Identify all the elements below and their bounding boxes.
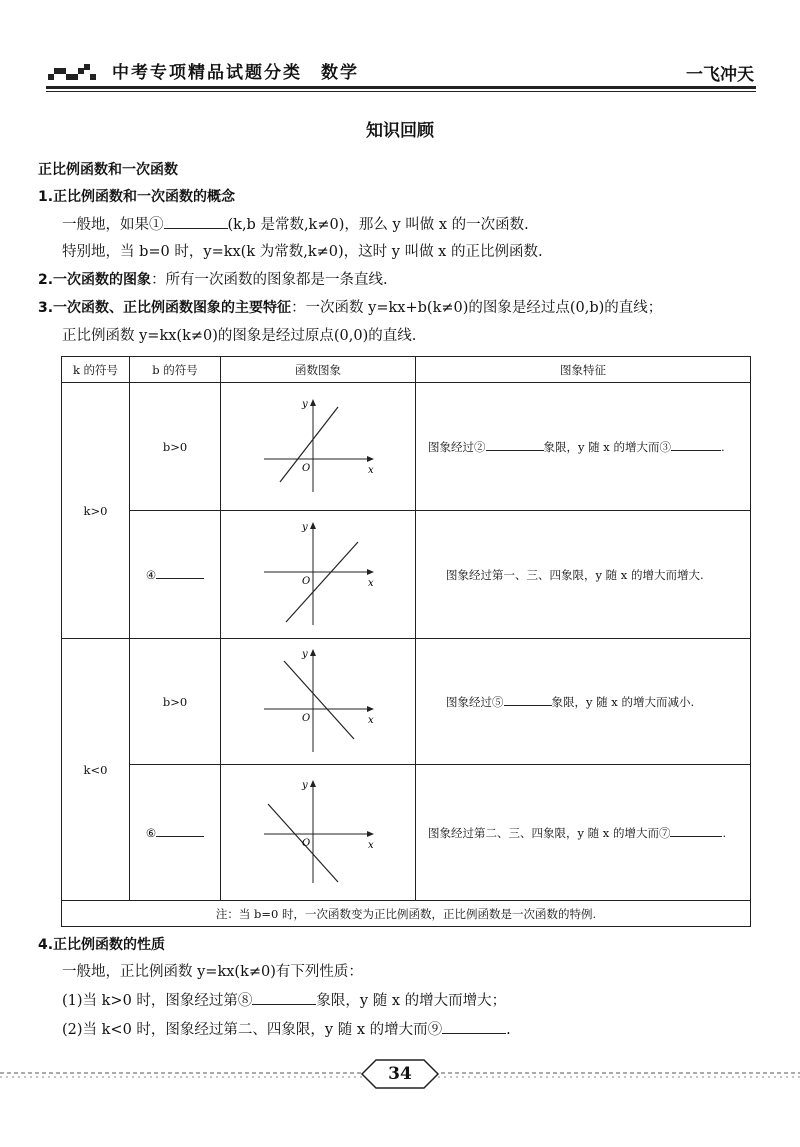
blank-7[interactable] xyxy=(670,825,722,837)
origin-label: O xyxy=(302,837,311,849)
item4-p1-pre: (1)当 k>0 时，图象经过第⑧ xyxy=(62,993,253,1009)
feature-row4-post: . xyxy=(722,825,727,840)
k-positive-cell: k>0 xyxy=(62,383,130,639)
item1-heading: 1.正比例函数和一次函数的概念 xyxy=(38,189,236,205)
feature-row1-mid: 象限，y 随 x 的增大而③ xyxy=(543,439,671,454)
item4-p2-pre: (2)当 k<0 时，图象经过第二、四象限，y 随 x 的增大而⑨ xyxy=(62,1022,443,1038)
origin-label: O xyxy=(302,462,311,474)
blank-9[interactable] xyxy=(442,1019,506,1034)
blank-6[interactable] xyxy=(156,825,204,837)
item3-heading: 3.一次函数、正比例函数图象的主要特征 xyxy=(38,300,292,316)
blank-4-label: ④ xyxy=(145,568,157,582)
graph-row4 xyxy=(221,765,416,901)
blank-1[interactable] xyxy=(164,214,228,229)
graph-row3 xyxy=(221,639,416,765)
header-feature: 图象特征 xyxy=(416,357,751,383)
origin-label: O xyxy=(302,575,311,587)
item4-intro: 一般地，正比例函数 y=kx(k≠0)有下列性质： xyxy=(62,964,363,980)
properties-table xyxy=(61,356,751,927)
item4-p2-post: . xyxy=(506,1022,511,1038)
item1-line1 xyxy=(62,214,529,235)
feature-row1-post: . xyxy=(720,439,725,454)
feature-row3-mid: 象限，y 随 x 的增大而减小. xyxy=(551,694,695,709)
blank-2[interactable] xyxy=(486,439,544,451)
header-k-sign: k 的符号 xyxy=(62,357,130,383)
graph-row2 xyxy=(221,511,416,639)
page-number: 34 xyxy=(388,1064,412,1084)
axis-x-label: x xyxy=(368,839,374,851)
b-sign-row2 xyxy=(130,511,221,639)
item3-line2: 正比例函数 y=kx(k≠0)的图象是经过原点(0,0)的直线. xyxy=(62,328,417,344)
topic-heading: 正比例函数和一次函数 xyxy=(38,162,178,178)
feature-row4 xyxy=(416,765,751,901)
axis-x-label: x xyxy=(368,577,374,589)
table-note: 注：当 b=0 时，一次函数变为正比例函数，正比例函数是一次函数的特例. xyxy=(62,901,751,927)
blank-5[interactable] xyxy=(504,694,552,706)
header-logo xyxy=(46,60,104,84)
axis-y-label: y xyxy=(302,398,308,410)
blank-4[interactable] xyxy=(156,567,204,579)
section-title: 知识回顾 xyxy=(366,121,434,141)
b-sign-row4 xyxy=(130,765,221,901)
blank-6-label: ⑥ xyxy=(145,826,157,840)
axis-y-label: y xyxy=(302,521,308,533)
item3 xyxy=(38,298,662,318)
item4-p1-post: 象限，y 随 x 的增大而增大； xyxy=(316,993,507,1009)
item4-p1 xyxy=(62,990,506,1011)
blank-3[interactable] xyxy=(671,439,721,451)
item4-heading: 4.正比例函数的性质 xyxy=(38,937,166,953)
item4-p2 xyxy=(62,1019,511,1040)
axis-y-label: y xyxy=(302,648,308,660)
item3-text: ：一次函数 y=kx+b(k≠0)的图象是经过点(0,b)的直线； xyxy=(291,300,663,316)
feature-row1-pre: 图象经过② xyxy=(428,439,486,454)
item1-line2: 特别地，当 b=0 时，y=kx(k 为常数,k≠0)，这时 y 叫做 x 的正比例函数. xyxy=(62,244,543,260)
feature-row4-pre: 图象经过第二、三、四象限，y 随 x 的增大而⑦ xyxy=(428,825,671,840)
header-graph: 函数图象 xyxy=(221,357,416,383)
graph-falling-positive-intercept xyxy=(258,647,378,757)
axis-x-label: x xyxy=(368,714,374,726)
feature-row3-pre: 图象经过⑤ xyxy=(446,694,504,709)
series-title: 中考专项精品试题分类 数学 xyxy=(112,63,359,83)
item1-line1-post: (k,b 是常数,k≠0)，那么 y 叫做 x 的一次函数. xyxy=(227,217,529,233)
item2-heading: 2.一次函数的图象 xyxy=(38,272,152,288)
header-b-sign: b 的符号 xyxy=(130,357,221,383)
k-negative-cell: k<0 xyxy=(62,639,130,901)
blank-8[interactable] xyxy=(252,990,316,1005)
b-sign-row1: b>0 xyxy=(130,383,221,511)
header-rule xyxy=(46,86,756,89)
item2-text: ：所有一次函数的图象都是一条直线. xyxy=(151,272,388,288)
item1-line1-pre: 一般地，如果① xyxy=(62,217,164,233)
graph-row1 xyxy=(221,383,416,511)
feature-row2: 图象经过第一、三、四象限，y 随 x 的增大而增大. xyxy=(416,511,751,639)
b-sign-row3: b>0 xyxy=(130,639,221,765)
axis-y-label: y xyxy=(302,779,308,791)
axis-x-label: x xyxy=(368,464,374,476)
feature-row1 xyxy=(416,383,751,511)
graph-rising-positive-intercept xyxy=(258,397,378,497)
brand-logo-text: 一飞冲天 xyxy=(686,65,754,85)
feature-row3 xyxy=(416,639,751,765)
header-rule-thin xyxy=(46,91,756,92)
graph-rising-negative-intercept xyxy=(258,520,378,630)
item2 xyxy=(38,270,388,290)
graph-falling-negative-intercept xyxy=(258,778,378,888)
origin-label: O xyxy=(302,712,311,724)
